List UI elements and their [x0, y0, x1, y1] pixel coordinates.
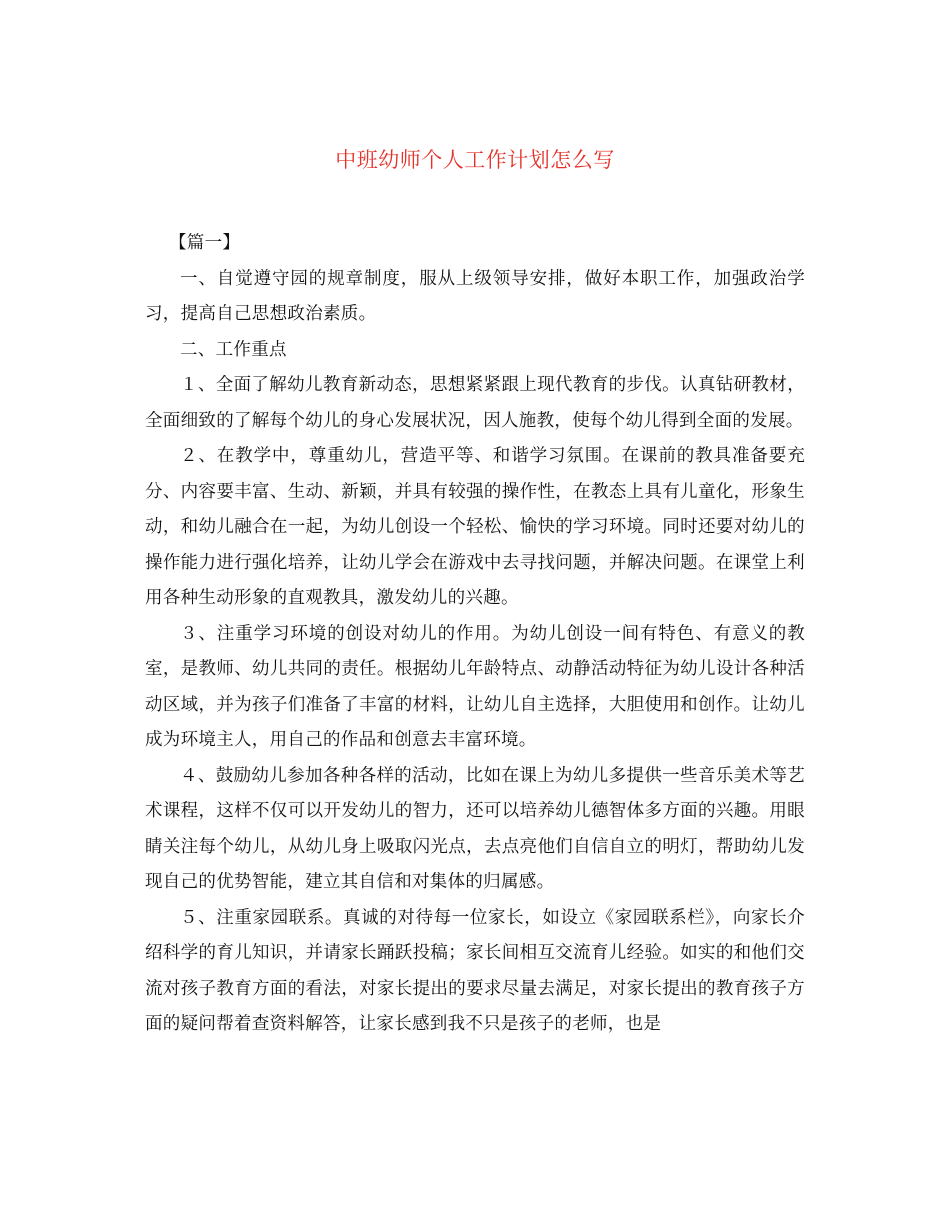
- paragraph: 二、工作重点: [180, 339, 287, 360]
- paragraph: ２、在教学中，尊重幼儿，营造平等、和谐学习氛围。在课前的教具准备要充分、内容要丰富、生动、新颖，并具有较强的操作性，在教态上具有儿童化，形象生动，和幼儿融合在一起，为幼儿创设一个轻松、愉快的学习环境。同时还要对幼儿的操作能力进行强化培养，让幼儿学会在游戏中去寻找问题，并解决问题。在课堂上利用各种生动形象的直观教具，激发幼儿的兴趣。: [145, 446, 805, 608]
- paragraph: １、全面了解幼儿教育新动态，思想紧紧跟上现代教育的步伐。认真钻研教材，全面细致的了解每个幼儿的身心发展状况，因人施教，使每个幼儿得到全面的发展。: [145, 375, 805, 431]
- document-title: 中班幼师个人工作计划怎么写: [335, 148, 615, 172]
- paragraph: ４、鼓励幼儿参加各种各样的活动，比如在课上为幼儿多提供一些音乐美术等艺术课程，这样不仅可以开发幼儿的智力，还可以培养幼儿德智体多方面的兴趣。用眼睛关注每个幼儿，从幼儿身上吸取闪光点，去点亮他们自信自立的明灯，帮助幼儿发现自己的优势智能，建立其自信和对集体的归属感。: [145, 765, 805, 892]
- paragraph: ３、注重学习环境的创设对幼儿的作用。为幼儿创设一间有特色、有意义的教室，是教师、幼儿共同的责任。根据幼儿年龄特点、动静活动特征为幼儿设计各种活动区域，并为孩子们准备了丰富的材料，让幼儿自主选择，大胆使用和创作。让幼儿成为环境主人，用自己的作品和创意去丰富环境。: [145, 623, 805, 750]
- section-heading: 【篇一】: [169, 233, 241, 253]
- document-body: [145, 226, 805, 1043]
- paragraph: ５、注重家园联系。真诚的对待每一位家长，如设立《家园联系栏》，向家长介绍科学的育儿知识，并请家长踊跃投稿；家长间相互交流育儿经验。如实的和他们交流对孩子教育方面的看法，对家长提出的要求尽量去满足，对家长提出的教育孩子方面的疑问帮着查资料解答，让家长感到我不只是孩子的老师，也是: [145, 907, 805, 1034]
- paragraph: 一、自觉遵守园的规章制度，服从上级领导安排，做好本职工作，加强政治学习，提高自己思想政治素质。: [145, 268, 805, 324]
